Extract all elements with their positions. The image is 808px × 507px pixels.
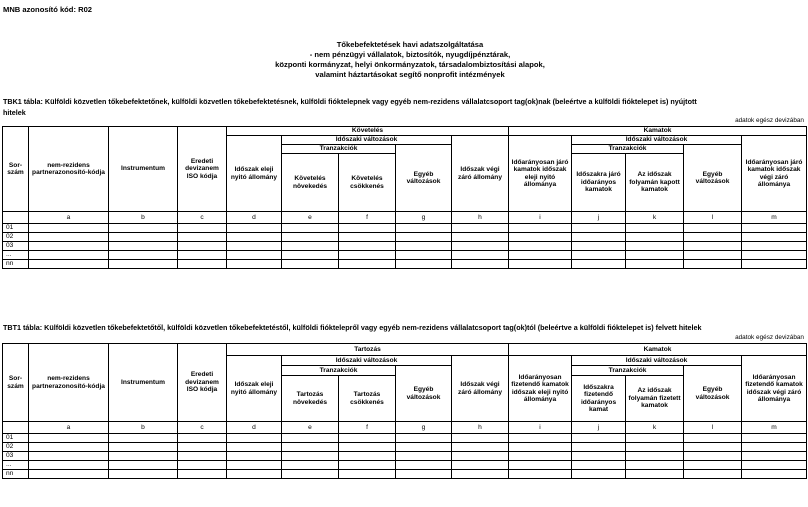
letter-cell: g [396, 212, 452, 224]
table1-unit-note: adatok egész devizában [735, 117, 804, 124]
col-header-interest-other-changes: Egyéb változások [684, 145, 742, 212]
row-number: ... [3, 251, 29, 260]
table-row [3, 224, 807, 233]
col-header-received-interest: Az időszak folyamán kapott kamatok [626, 154, 684, 212]
letter-cell [3, 422, 29, 434]
letter-cell: c [178, 212, 227, 224]
letter-cell: m [742, 212, 807, 224]
subgroup-header-interest-transactions: Tranzakciók [572, 145, 684, 154]
col-header-interest-opening: Időarányosan fizetendő kamatok időszak eleji nyitó állománya [509, 356, 572, 422]
letter-cell: e [282, 212, 339, 224]
table1-caption-line1: TBK1 tábla: Külföldi közvetlen tőkebefektetőnek, külföldi közvetlen tőkebefektetésnek, külföldi fióktelepnek vagy egyéb nem-rezidens vállalatcsoport tag(ok)nak (beleértve a külföldi fióktelepet is) nyújtott [3, 97, 697, 106]
group-header-interest: Kamatok [509, 344, 807, 356]
col-header-row-number: Sor-szám [3, 127, 29, 212]
row-number: 01 [3, 224, 29, 233]
col-header-partner-id: nem-rezidens partnerazonosító-kódja [29, 344, 109, 422]
col-header-instrument: Instrumentum [109, 127, 178, 212]
col-header-interest-opening: Időarányosan járó kamatok időszak eleji nyitó állománya [509, 136, 572, 212]
letter-cell: d [227, 422, 282, 434]
row-number: 03 [3, 452, 29, 461]
col-header-interest-other-changes: Egyéb változások [684, 366, 742, 422]
group-header-liabilities: Tartozás [227, 344, 509, 356]
letter-cell: l [684, 212, 742, 224]
subgroup-header-changes: Időszaki változások [282, 356, 452, 366]
table2 [2, 343, 807, 479]
letter-cell: e [282, 422, 339, 434]
table-row [3, 470, 807, 479]
row-number: 03 [3, 242, 29, 251]
title-line: - nem pénzügyi vállalatok, biztosítók, nyugdíjpénztárak, [309, 50, 511, 60]
letter-cell: j [572, 422, 626, 434]
letter-cell [3, 212, 29, 224]
subgroup-header-interest-changes: Időszaki változások [572, 356, 742, 366]
letter-cell: m [742, 422, 807, 434]
row-number: ... [3, 461, 29, 470]
letter-cell: b [109, 422, 178, 434]
col-header-closing: Időszak végi záró állomány [452, 136, 509, 212]
table-row [3, 461, 807, 470]
table2-unit-note: adatok egész devizában [735, 334, 804, 341]
col-header-other-changes: Egyéb változások [396, 366, 452, 422]
mnb-code: MNB azonosító kód: R02 [3, 5, 93, 14]
letter-cell: d [227, 212, 282, 224]
subgroup-header-transactions: Tranzakciók [282, 366, 396, 376]
table1 [2, 126, 807, 269]
col-header-currency: Eredeti devizanem ISO kódja [178, 344, 227, 422]
title-line: Tőkebefektetések havi adatszolgáltatása [336, 40, 484, 49]
col-header-opening: Időszak eleji nyitó állomány [227, 356, 282, 422]
col-header-closing: Időszak végi záró állomány [452, 356, 509, 422]
title-line: valamint háztartásokat segítő nonprofit intézmények [315, 70, 505, 80]
letter-cell: a [29, 212, 109, 224]
col-header-other-changes: Egyéb változások [396, 145, 452, 212]
subgroup-header-interest-transactions: Tranzakciók [572, 366, 684, 376]
col-header-decrease: Tartozás csökkenés [339, 376, 396, 422]
col-header-accrued-interest: Időszakra járó időarányos kamatok [572, 154, 626, 212]
row-number: nn [3, 470, 29, 479]
letter-cell: k [626, 422, 684, 434]
row-number: 01 [3, 434, 29, 443]
group-header-claims: Követelés [227, 127, 509, 136]
col-header-paid-interest: Az időszak folyamán fizetett kamatok [626, 376, 684, 422]
col-header-increase: Követelés növekedés [282, 154, 339, 212]
letter-cell: h [452, 212, 509, 224]
table-row [3, 434, 807, 443]
table2-caption: TBT1 tábla: Külföldi közvetlen tőkebefektetőtől, külföldi közvetlen tőkebefektetéstől, külföldi fióktelepről vagy egyéb nem-rezidens vállalatcsoport tag(ok)tól (beleértve a külföldi fióktelepet is) felvett hitelek [3, 323, 702, 332]
letter-cell: f [339, 422, 396, 434]
letter-cell: a [29, 422, 109, 434]
group-header-interest: Kamatok [509, 127, 807, 136]
col-header-interest-closing: Időarányosan járó kamatok időszak végi záró állománya [742, 136, 807, 212]
letter-cell: i [509, 212, 572, 224]
col-header-partner-id: nem-rezidens partnerazonosító-kódja [29, 127, 109, 212]
letter-cell: l [684, 422, 742, 434]
table-row [3, 251, 807, 260]
table-row [3, 260, 807, 269]
col-header-row-number: Sor-szám [3, 344, 29, 422]
col-header-currency: Eredeti devizanem ISO kódja [178, 127, 227, 212]
row-number: 02 [3, 443, 29, 452]
table-row [3, 242, 807, 251]
letter-cell: f [339, 212, 396, 224]
subgroup-header-interest-changes: Időszaki változások [572, 136, 742, 145]
letter-cell: c [178, 422, 227, 434]
col-header-instrument: Instrumentum [109, 344, 178, 422]
letter-cell: h [452, 422, 509, 434]
row-number: nn [3, 260, 29, 269]
table1-caption [3, 98, 803, 118]
letter-cell: b [109, 212, 178, 224]
col-header-increase: Tartozás növekedés [282, 376, 339, 422]
table-row [3, 443, 807, 452]
col-header-opening: Időszak eleji nyitó állomány [227, 136, 282, 212]
table1-caption-line2: hitelek [3, 108, 26, 118]
col-header-interest-closing: Időarányosan fizetendő kamatok időszak végi záró állománya [742, 356, 807, 422]
subgroup-header-changes: Időszaki változások [282, 136, 452, 145]
letter-cell: k [626, 212, 684, 224]
document-title [150, 40, 670, 80]
table-row [3, 452, 807, 461]
letter-cell: i [509, 422, 572, 434]
letter-cell: g [396, 422, 452, 434]
col-header-decrease: Követelés csökkenés [339, 154, 396, 212]
row-number: 02 [3, 233, 29, 242]
subgroup-header-transactions: Tranzakciók [282, 145, 396, 154]
col-header-payable-interest: Időszakra fizetendő időarányos kamat [572, 376, 626, 422]
table-row [3, 233, 807, 242]
title-line: központi kormányzat, helyi önkormányzatok, társadalombiztosítási alapok, [275, 60, 545, 70]
letter-cell: j [572, 212, 626, 224]
